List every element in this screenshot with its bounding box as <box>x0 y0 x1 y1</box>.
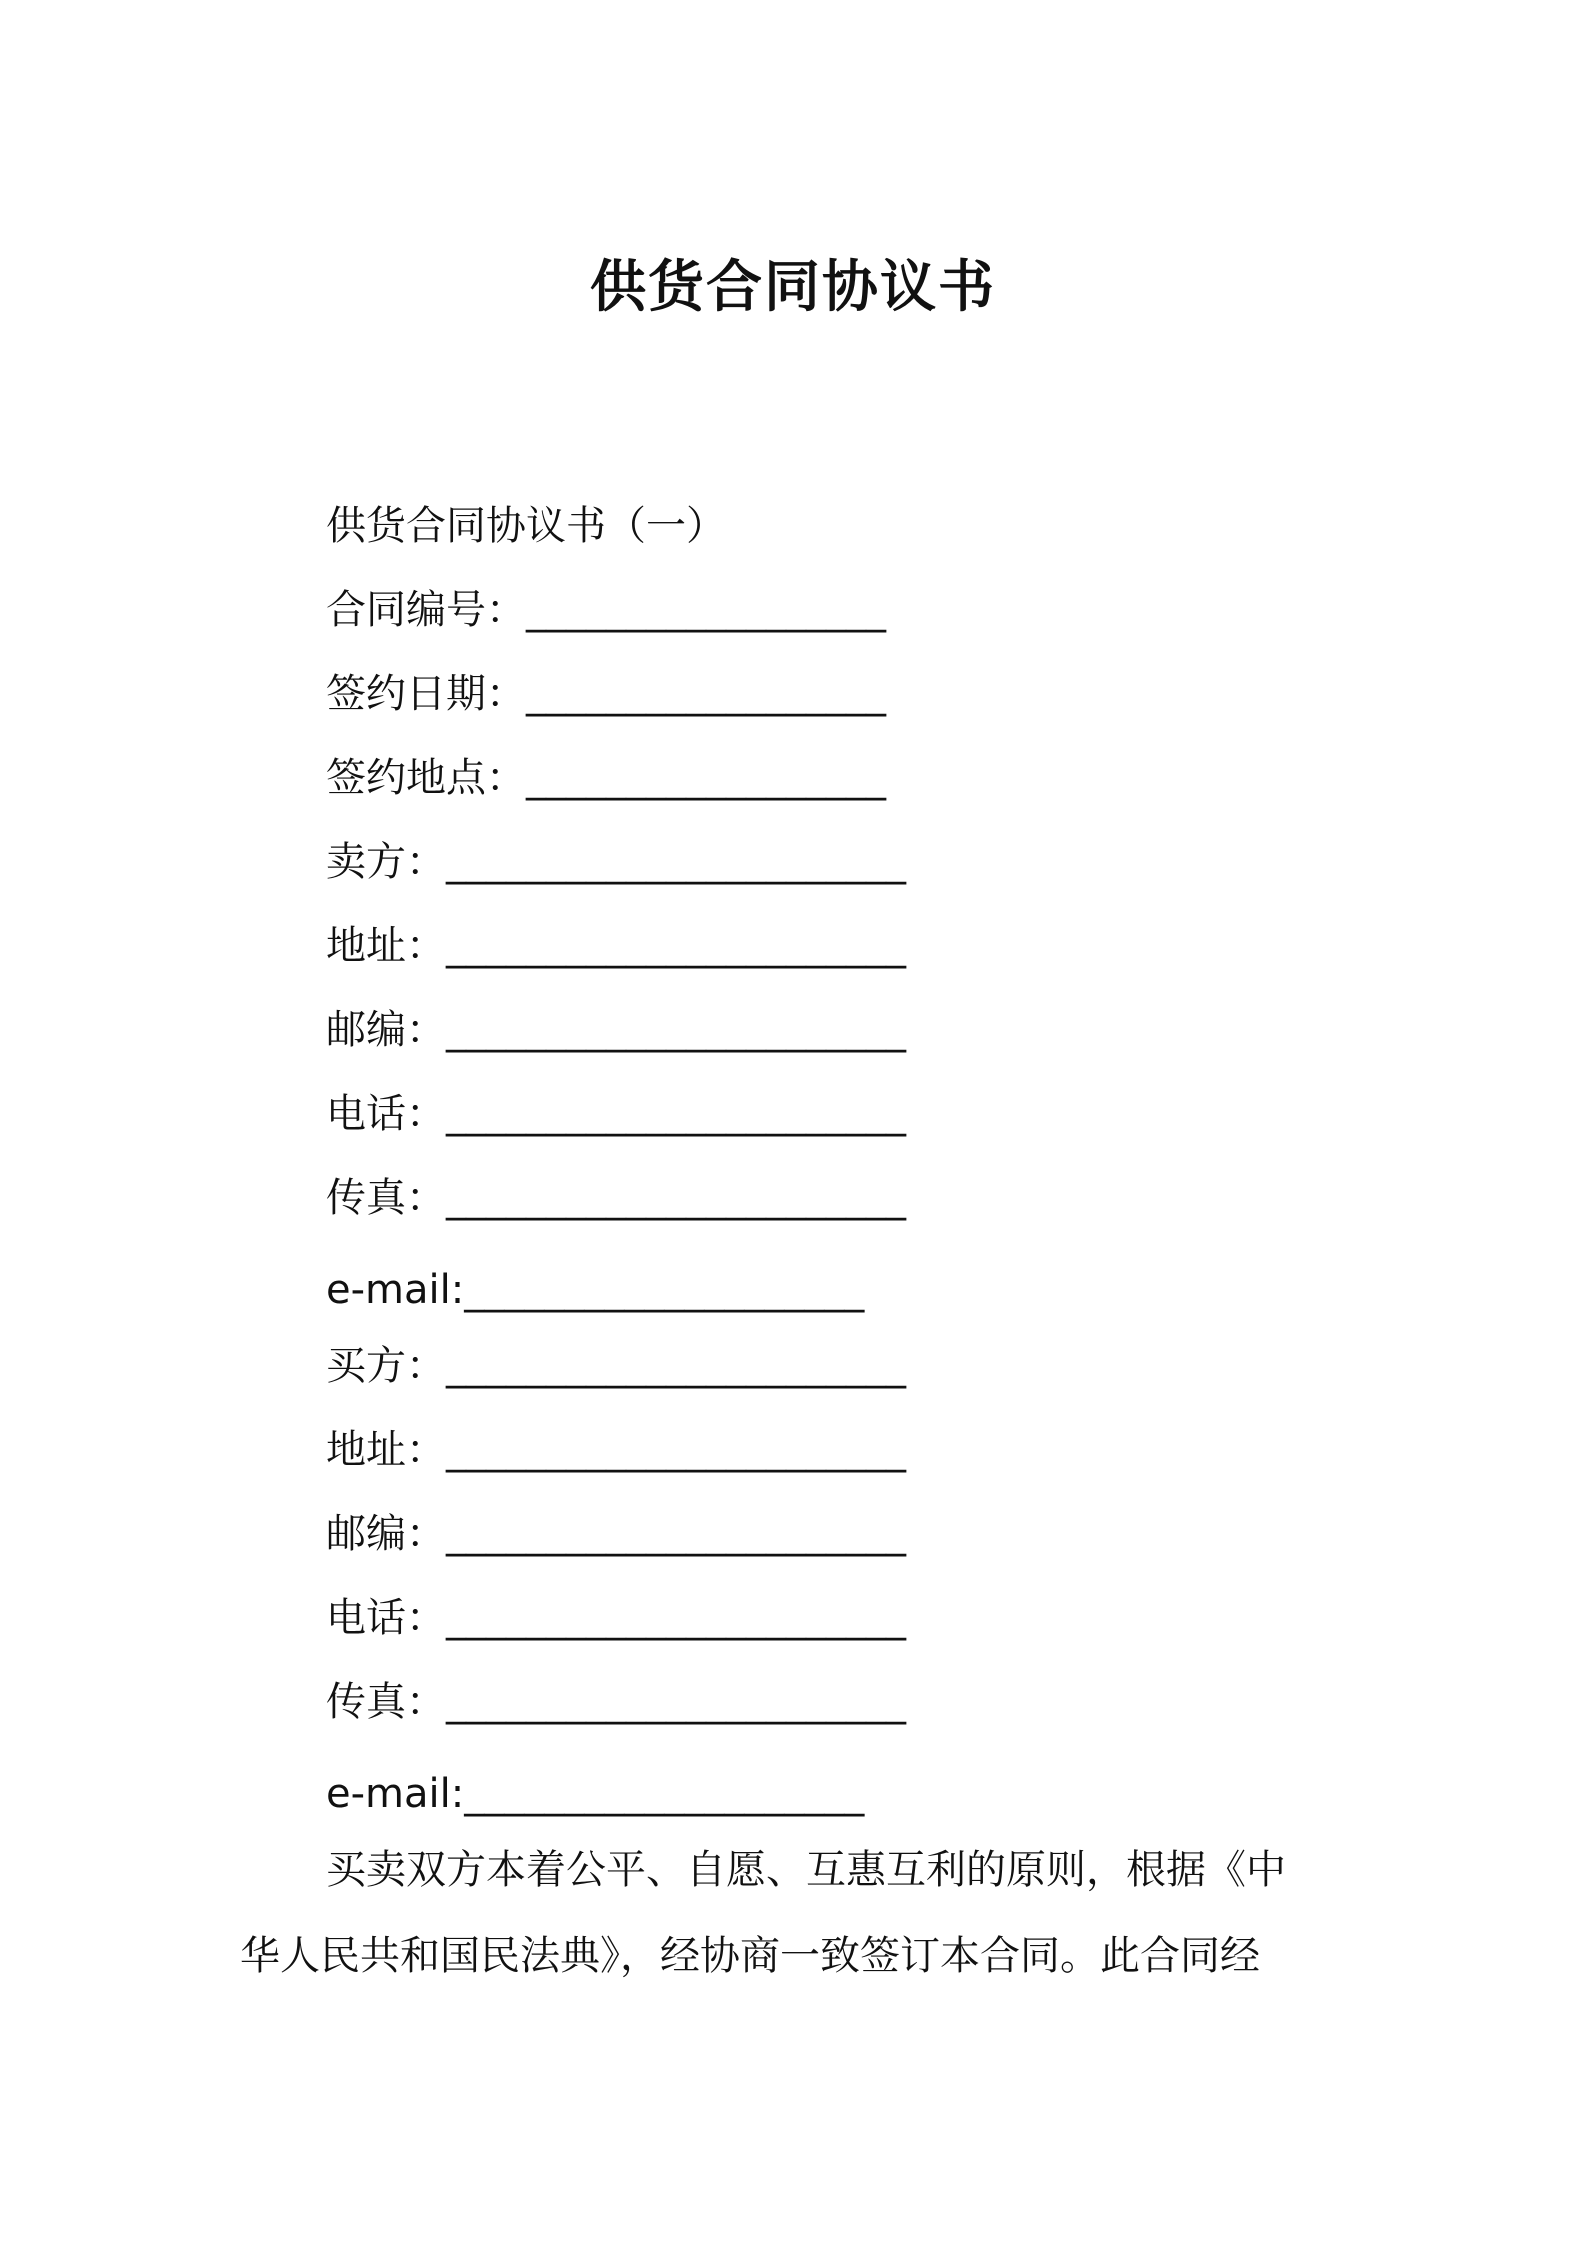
field-label: 买方： <box>326 1343 446 1389</box>
field-blank: ____________________ <box>464 1771 865 1817</box>
field-blank: _______________________ <box>446 1679 906 1725</box>
field-label: 签约日期： <box>326 671 526 717</box>
field-label: 传真： <box>326 1175 446 1221</box>
field-seller-phone <box>326 1086 906 1142</box>
field-label: 邮编： <box>326 1007 446 1053</box>
field-seller-address <box>326 918 906 974</box>
field-blank: __________________ <box>526 755 886 801</box>
field-blank: __________________ <box>526 587 886 633</box>
field-label: e-mail: <box>326 1771 465 1817</box>
field-label: 签约地点： <box>326 755 526 801</box>
field-label: 卖方： <box>326 839 446 885</box>
body-paragraph-line-1: 买卖双方本着公平、自愿、互惠互利的原则，根据《中 <box>326 1847 1286 1893</box>
body-paragraph-line-2: 华人民共和国民法典》，经协商一致签订本合同。此合同经 <box>240 1933 1260 1979</box>
document-subtitle: 供货合同协议书（一） <box>326 503 726 549</box>
field-blank: __________________ <box>526 671 886 717</box>
field-buyer-email <box>326 1766 864 1822</box>
field-label: e-mail: <box>326 1267 465 1313</box>
field-buyer <box>326 1338 906 1394</box>
field-blank: _______________________ <box>446 923 906 969</box>
field-label: 地址： <box>326 1427 446 1473</box>
document-title: 供货合同协议书 <box>590 255 996 320</box>
field-seller <box>326 834 906 890</box>
field-buyer-phone <box>326 1590 906 1646</box>
field-blank: _______________________ <box>446 1595 906 1641</box>
field-label: 电话： <box>326 1595 446 1641</box>
field-buyer-fax <box>326 1674 906 1730</box>
field-blank: _______________________ <box>446 1343 906 1389</box>
field-blank: _______________________ <box>446 1511 906 1557</box>
field-seller-postcode <box>326 1002 906 1058</box>
field-blank: _______________________ <box>446 1091 906 1137</box>
field-blank: ____________________ <box>464 1267 865 1313</box>
field-contract-number <box>326 582 886 638</box>
field-sign-place <box>326 750 886 806</box>
field-buyer-postcode <box>326 1506 906 1562</box>
field-label: 邮编： <box>326 1511 446 1557</box>
field-label: 地址： <box>326 923 446 969</box>
field-label: 传真： <box>326 1679 446 1725</box>
field-label: 电话： <box>326 1091 446 1137</box>
field-label: 合同编号： <box>326 587 526 633</box>
field-seller-email <box>326 1262 864 1318</box>
field-blank: _______________________ <box>446 839 906 885</box>
field-blank: _______________________ <box>446 1175 906 1221</box>
field-blank: _______________________ <box>446 1007 906 1053</box>
field-buyer-address <box>326 1422 906 1478</box>
field-seller-fax <box>326 1170 906 1226</box>
field-blank: _______________________ <box>446 1427 906 1473</box>
field-sign-date <box>326 666 886 722</box>
